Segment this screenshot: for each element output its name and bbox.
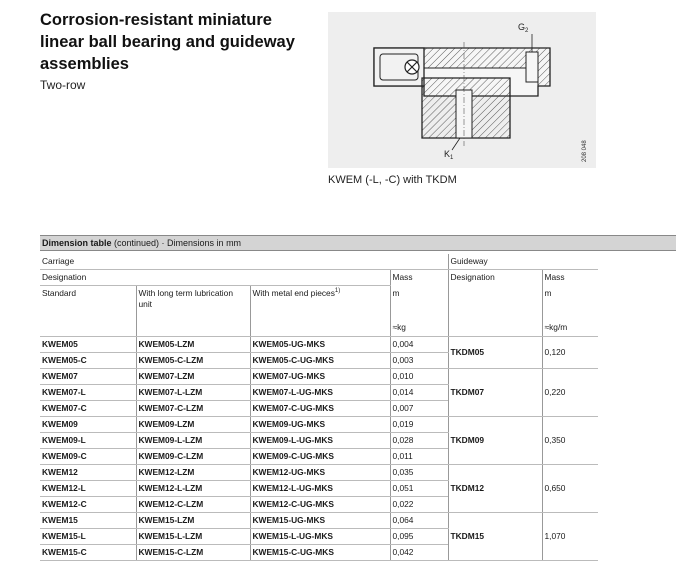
mass-cell: 0,004 <box>390 337 448 353</box>
mass-cell: 0,007 <box>390 401 448 417</box>
standard-cell: KWEM15 <box>40 513 136 529</box>
mass-cell: 0,064 <box>390 513 448 529</box>
long-term-cell: KWEM05-LZM <box>136 337 250 353</box>
long-term-cell: KWEM12-LZM <box>136 465 250 481</box>
label-k1: $K_1$ <box>444 149 454 161</box>
mass-cell: 0,014 <box>390 385 448 401</box>
standard-cell: KWEM12-L <box>40 481 136 497</box>
metal-end-cell: KWEM15-C-UG-MKS <box>250 545 390 561</box>
blank-cell <box>598 417 676 465</box>
mass-cell: 0,042 <box>390 545 448 561</box>
mass-cell: 0,095 <box>390 529 448 545</box>
table-row <box>40 369 676 385</box>
table-row <box>40 465 676 481</box>
blank-cell <box>598 337 676 369</box>
standard-cell: KWEM12-C <box>40 497 136 513</box>
standard-cell: KWEM05-C <box>40 353 136 369</box>
standard-cell: KWEM07-C <box>40 401 136 417</box>
long-term-cell: KWEM09-L-LZM <box>136 433 250 449</box>
standard-cell: KWEM07-L <box>40 385 136 401</box>
rail-mass-heading: Mass <box>542 270 598 286</box>
long-term-cell: KWEM07-C-LZM <box>136 401 250 417</box>
dimension-table-grid <box>40 254 676 561</box>
table-row <box>40 417 676 433</box>
mass-cell: 0,019 <box>390 417 448 433</box>
rail-mass-unit-cell: m ≈kg/m <box>542 286 598 337</box>
designation-heading: Designation <box>40 270 390 286</box>
mass-cell: 0,035 <box>390 465 448 481</box>
mass-cell: 0,003 <box>390 353 448 369</box>
mass-cell: 0,051 <box>390 481 448 497</box>
metal-end-cell: KWEM05-C-UG-MKS <box>250 353 390 369</box>
header-row <box>40 270 676 286</box>
metal-end-cell: KWEM09-UG-MKS <box>250 417 390 433</box>
guideway-heading: Guideway <box>448 254 598 270</box>
long-term-cell: KWEM15-C-LZM <box>136 545 250 561</box>
rail-designation-cell: TKDM07 <box>448 369 542 417</box>
blank-cell <box>598 465 676 513</box>
rail-designation-cell: TKDM05 <box>448 337 542 369</box>
long-term-cell: KWEM07-LZM <box>136 369 250 385</box>
standard-cell: KWEM09-L <box>40 433 136 449</box>
mass-cell: 0,011 <box>390 449 448 465</box>
metal-end-cell: KWEM09-C-UG-MKS <box>250 449 390 465</box>
table-row <box>40 337 676 353</box>
standard-cell: KWEM12 <box>40 465 136 481</box>
metal-end-cell: KWEM12-L-UG-MKS <box>250 481 390 497</box>
blank-cell <box>598 286 676 337</box>
table-row <box>40 513 676 529</box>
rail-designation-cell: TKDM09 <box>448 417 542 465</box>
blank-cell <box>448 286 542 337</box>
rail-mass-cell: 1,070 <box>542 513 598 561</box>
standard-heading: Standard <box>40 286 136 337</box>
long-term-cell: KWEM09-C-LZM <box>136 449 250 465</box>
page-title: Corrosion-resistant miniature linear ball bearing and guideway assemblies <box>40 11 295 73</box>
cross-section-drawing <box>328 12 596 168</box>
header-row <box>40 286 676 337</box>
rail-mass-cell: 0,120 <box>542 337 598 369</box>
header-row <box>40 254 676 270</box>
metal-end-cell: KWEM12-C-UG-MKS <box>250 497 390 513</box>
blank-cell <box>598 369 676 417</box>
long-term-cell: KWEM12-L-LZM <box>136 481 250 497</box>
mass-cell: 0,022 <box>390 497 448 513</box>
standard-cell: KWEM07 <box>40 369 136 385</box>
long-term-cell: KWEM07-L-LZM <box>136 385 250 401</box>
mass-unit-cell: m ≈kg <box>390 286 448 337</box>
technical-drawing <box>328 12 596 168</box>
metal-end-cell: KWEM07-L-UG-MKS <box>250 385 390 401</box>
metal-end-heading: With metal end pieces$^{1)}$ <box>250 286 390 337</box>
rail-mass-cell: 0,220 <box>542 369 598 417</box>
long-term-heading: With long term lubrication unit <box>136 286 250 337</box>
standard-cell: KWEM09-C <box>40 449 136 465</box>
standard-cell: KWEM05 <box>40 337 136 353</box>
standard-cell: KWEM15-L <box>40 529 136 545</box>
mass-cell: 0,028 <box>390 433 448 449</box>
table-heading: Dimension table (continued) · Dimensions in mm <box>40 235 676 251</box>
label-g2: $G_2$ <box>518 22 529 34</box>
drawing-code: 208 048 <box>582 140 588 162</box>
metal-end-cell: KWEM12-UG-MKS <box>250 465 390 481</box>
long-term-cell: KWEM09-LZM <box>136 417 250 433</box>
carriage-heading: Carriage <box>40 254 448 270</box>
metal-end-cell: KWEM09-L-UG-MKS <box>250 433 390 449</box>
long-term-cell: KWEM12-C-LZM <box>136 497 250 513</box>
rail-mass-cell: 0,650 <box>542 465 598 513</box>
metal-end-cell: KWEM07-C-UG-MKS <box>250 401 390 417</box>
long-term-cell: KWEM15-LZM <box>136 513 250 529</box>
metal-end-cell: KWEM05-UG-MKS <box>250 337 390 353</box>
dimension-table <box>40 235 676 561</box>
rail-designation-cell: TKDM15 <box>448 513 542 561</box>
rail-mass-cell: 0,350 <box>542 417 598 465</box>
rail-designation-cell: TKDM12 <box>448 465 542 513</box>
metal-end-cell: KWEM15-UG-MKS <box>250 513 390 529</box>
metal-end-cell: KWEM15-L-UG-MKS <box>250 529 390 545</box>
page-subtitle: Two-row <box>40 78 86 92</box>
long-term-cell: KWEM15-L-LZM <box>136 529 250 545</box>
long-term-cell: KWEM05-C-LZM <box>136 353 250 369</box>
blank-cell <box>598 254 676 270</box>
rail-designation-heading: Designation <box>448 270 542 286</box>
standard-cell: KWEM09 <box>40 417 136 433</box>
standard-cell: KWEM15-C <box>40 545 136 561</box>
figure-caption: KWEM (-L, -C) with TKDM <box>328 174 457 186</box>
mass-cell: 0,010 <box>390 369 448 385</box>
mass-heading: Mass <box>390 270 448 286</box>
blank-cell <box>598 270 676 286</box>
blank-cell <box>598 513 676 561</box>
metal-end-cell: KWEM07-UG-MKS <box>250 369 390 385</box>
